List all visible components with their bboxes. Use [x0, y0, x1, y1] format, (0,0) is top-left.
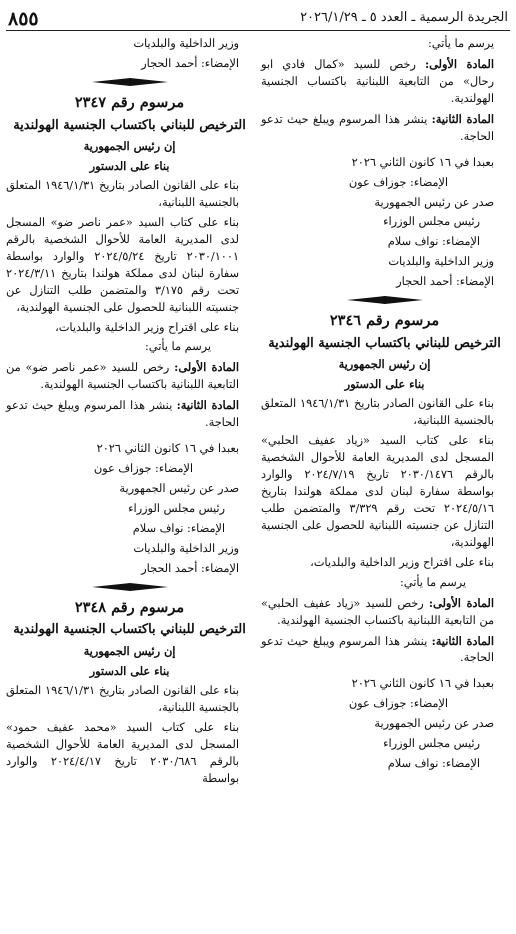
decree-title: الترخيص للبناني باكتساب الجنسية الهولندية: [13, 117, 246, 133]
proposal-reference: بناء على اقتراح وزير الداخلية والبلديات،: [310, 555, 494, 569]
decree-2345-minister-signature: الإمضاء: أحمد الحجار: [396, 275, 494, 289]
article-label: المادة الأولى:: [428, 595, 494, 610]
decree-number: مرسوم رقم ٢٣٤٦: [329, 312, 440, 330]
promulgates: يرسم ما يأتي:: [400, 575, 466, 589]
article-text: ينشر هذا المرسوم ويبلغ حيث تدعو الحاجة.: [261, 112, 494, 143]
decree-2345-pm-title: رئيس مجلس الوزراء: [383, 215, 480, 229]
decree-2345-president-signature: الإمضاء: جوزاف عون: [348, 175, 448, 189]
decree-2345-article-1: [261, 56, 508, 108]
letter-reference: بناء على كتاب السيد «عمر ناصر ضو» المسجل لدى المديرية العامة للأحوال الشخصية بالرقم ٢٠٣٠/١٠٠١ تاريخ ٢٠٢٤/٥/٢٤ والوارد بواسطة سفارة لبنان لدى مملكة هولندا بتاريخ ٢٠٢٤/٣/١١ تحت رقم ٣/١٧٥ والمتضمن طلب التنازل عن جنسيته اللبنانية للحصول على الجنسية الهولندية،: [6, 215, 240, 314]
decree-number: مرسوم رقم ٢٣٤٨: [74, 598, 185, 616]
article-label: المادة الثانية:: [176, 398, 239, 413]
decree-2345-minister-title: وزير الداخلية والبلديات: [388, 255, 494, 269]
decree-number: مرسوم رقم ٢٣٤٧: [74, 93, 185, 111]
article-text: ينشر هذا المرسوم ويبلغ حيث تدعو الحاجة.: [261, 634, 494, 665]
law-reference: بناء على القانون الصادر بتاريخ ١٩٤٦/١/٣١ المتعلق بالجنسية اللبنانية،: [261, 397, 494, 428]
article-label: المادة الثانية:: [431, 633, 494, 648]
decree-2346-article-2: [261, 633, 508, 668]
decree-2346-pm-title: رئيس مجلس الوزراء: [383, 737, 480, 751]
decree-2345-date: بعبدا في ١٦ كانون الثاني ٢٠٢٦: [351, 155, 494, 169]
article-text: رخص للسيد «كمال فادي ابو رحال» من التابعية اللبنانية باكتساب الجنسية الهولندية.: [261, 57, 494, 105]
article-label: المادة الأولى:: [424, 56, 494, 71]
law-reference: بناء على القانون الصادر بتاريخ ١٩٤٦/١/٣١ المتعلق بالجنسية اللبنانية،: [6, 179, 239, 209]
article-label: المادة الأولى:: [174, 360, 239, 375]
decree-2346-date: بعبدا في ١٦ كانون الثاني ٢٠٢٦: [351, 677, 494, 691]
article-text: ينشر هذا المرسوم ويبلغ حيث تدعو الحاجة.: [6, 399, 239, 430]
decree-2347-president-signature: الإمضاء: جوزاف عون: [93, 462, 193, 476]
decree-2347-issued-by: صدر عن رئيس الجمهورية: [119, 482, 239, 495]
decree-title: الترخيص للبناني باكتساب الجنسية الهولندية: [13, 622, 246, 638]
constitution-heading: بناء على الدستور: [344, 377, 425, 392]
decree-2346-article-1: [261, 595, 508, 630]
decree-2346-issued-by: صدر عن رئيس الجمهورية: [374, 717, 494, 731]
decree-2346-president-signature: الإمضاء: جوزاف عون: [348, 697, 448, 711]
decree-2347-pm-title: رئيس مجلس الوزراء: [128, 501, 225, 515]
promulgates: يرسم ما يأتي:: [145, 340, 211, 354]
decree-2346-pm-signature: الإمضاء: نواف سلام: [387, 757, 480, 771]
letter-reference: بناء على كتاب السيد «محمد عفيف حمود» المسجل لدى المديرية العامة للأحوال الشخصية بالرقم ٢٠٣٠/٦٨٦ تاريخ ٢٠٢٤/٤/١٧ والوارد بواسطة: [6, 720, 239, 785]
president-heading: إن رئيس الجمهورية: [83, 643, 176, 658]
proposal-reference: بناء على اقتراح وزير الداخلية والبلديات،: [55, 320, 239, 334]
decree-2347-pm-signature: الإمضاء: نواف سلام: [132, 521, 225, 535]
decree-2345-issued-by: صدر عن رئيس الجمهورية: [374, 195, 494, 209]
constitution-heading: بناء على الدستور: [89, 663, 170, 678]
article-text: رخص للسيد «زياد عفيف الحلبي» من التابعية اللبنانية باكتساب الجنسية الهولندية.: [261, 596, 494, 627]
top-minister-signature: الإمضاء: أحمد الحجار: [141, 56, 239, 70]
decree-2347-minister-title: وزير الداخلية والبلديات: [133, 541, 239, 555]
decree-2347-minister-signature: الإمضاء: أحمد الحجار: [141, 561, 239, 575]
decree-2347-article-2: [6, 397, 253, 432]
decree-2347-date: بعبدا في ١٦ كانون الثاني ٢٠٢٦: [96, 442, 239, 456]
page-header: [6, 8, 510, 31]
decree-2345-pm-signature: الإمضاء: نواف سلام: [387, 235, 480, 249]
top-minister-title: وزير الداخلية والبلديات: [133, 37, 239, 50]
decree-2347-article-1: [6, 359, 253, 394]
letter-reference: بناء على كتاب السيد «زياد عفيف الحلبي» المسجل لدى المديرية العامة للأحوال الشخصية بالرقم ٢٠٣٠/١٤٧٦ تاريخ ٢٠٢٤/٧/١٩ والوارد بواسطة سفارة لبنان لدى مملكة هولندا بتاريخ ٢٠٢٤/٥/١٦ تحت رقم ٣/٣٢٩ والمتضمن طلب التنازل عن جنسيته اللبنانية للحصول على الجنسية الهولندية،: [261, 434, 494, 549]
decree-title: الترخيص للبناني باكتساب الجنسية الهولندية: [268, 335, 501, 351]
journal-title: الجريدة الرسمية ـ العدد ٥ ـ ٢٠٢٦/١/٢٩: [300, 10, 508, 25]
promulgates: يرسم ما يأتي:: [428, 37, 494, 50]
constitution-heading: بناء على الدستور: [89, 159, 170, 174]
section-divider: [92, 583, 168, 591]
page-number: ٨٥٥: [8, 8, 39, 30]
article-label: المادة الثانية:: [431, 111, 494, 126]
president-heading: إن رئيس الجمهورية: [338, 357, 431, 372]
section-divider: [92, 78, 168, 86]
law-reference: بناء على القانون الصادر بتاريخ ١٩٤٦/١/٣١ المتعلق بالجنسية اللبنانية،: [6, 683, 239, 714]
left-column: [6, 36, 253, 790]
section-divider: [347, 296, 423, 304]
article-text: رخص للسيد «عمر ناصر ضو» من التابعية اللبنانية باكتساب الجنسية الهولندية.: [6, 361, 239, 392]
right-column: [261, 36, 508, 776]
president-heading: إن رئيس الجمهورية: [83, 139, 176, 154]
decree-2345-article-2: [261, 111, 508, 146]
